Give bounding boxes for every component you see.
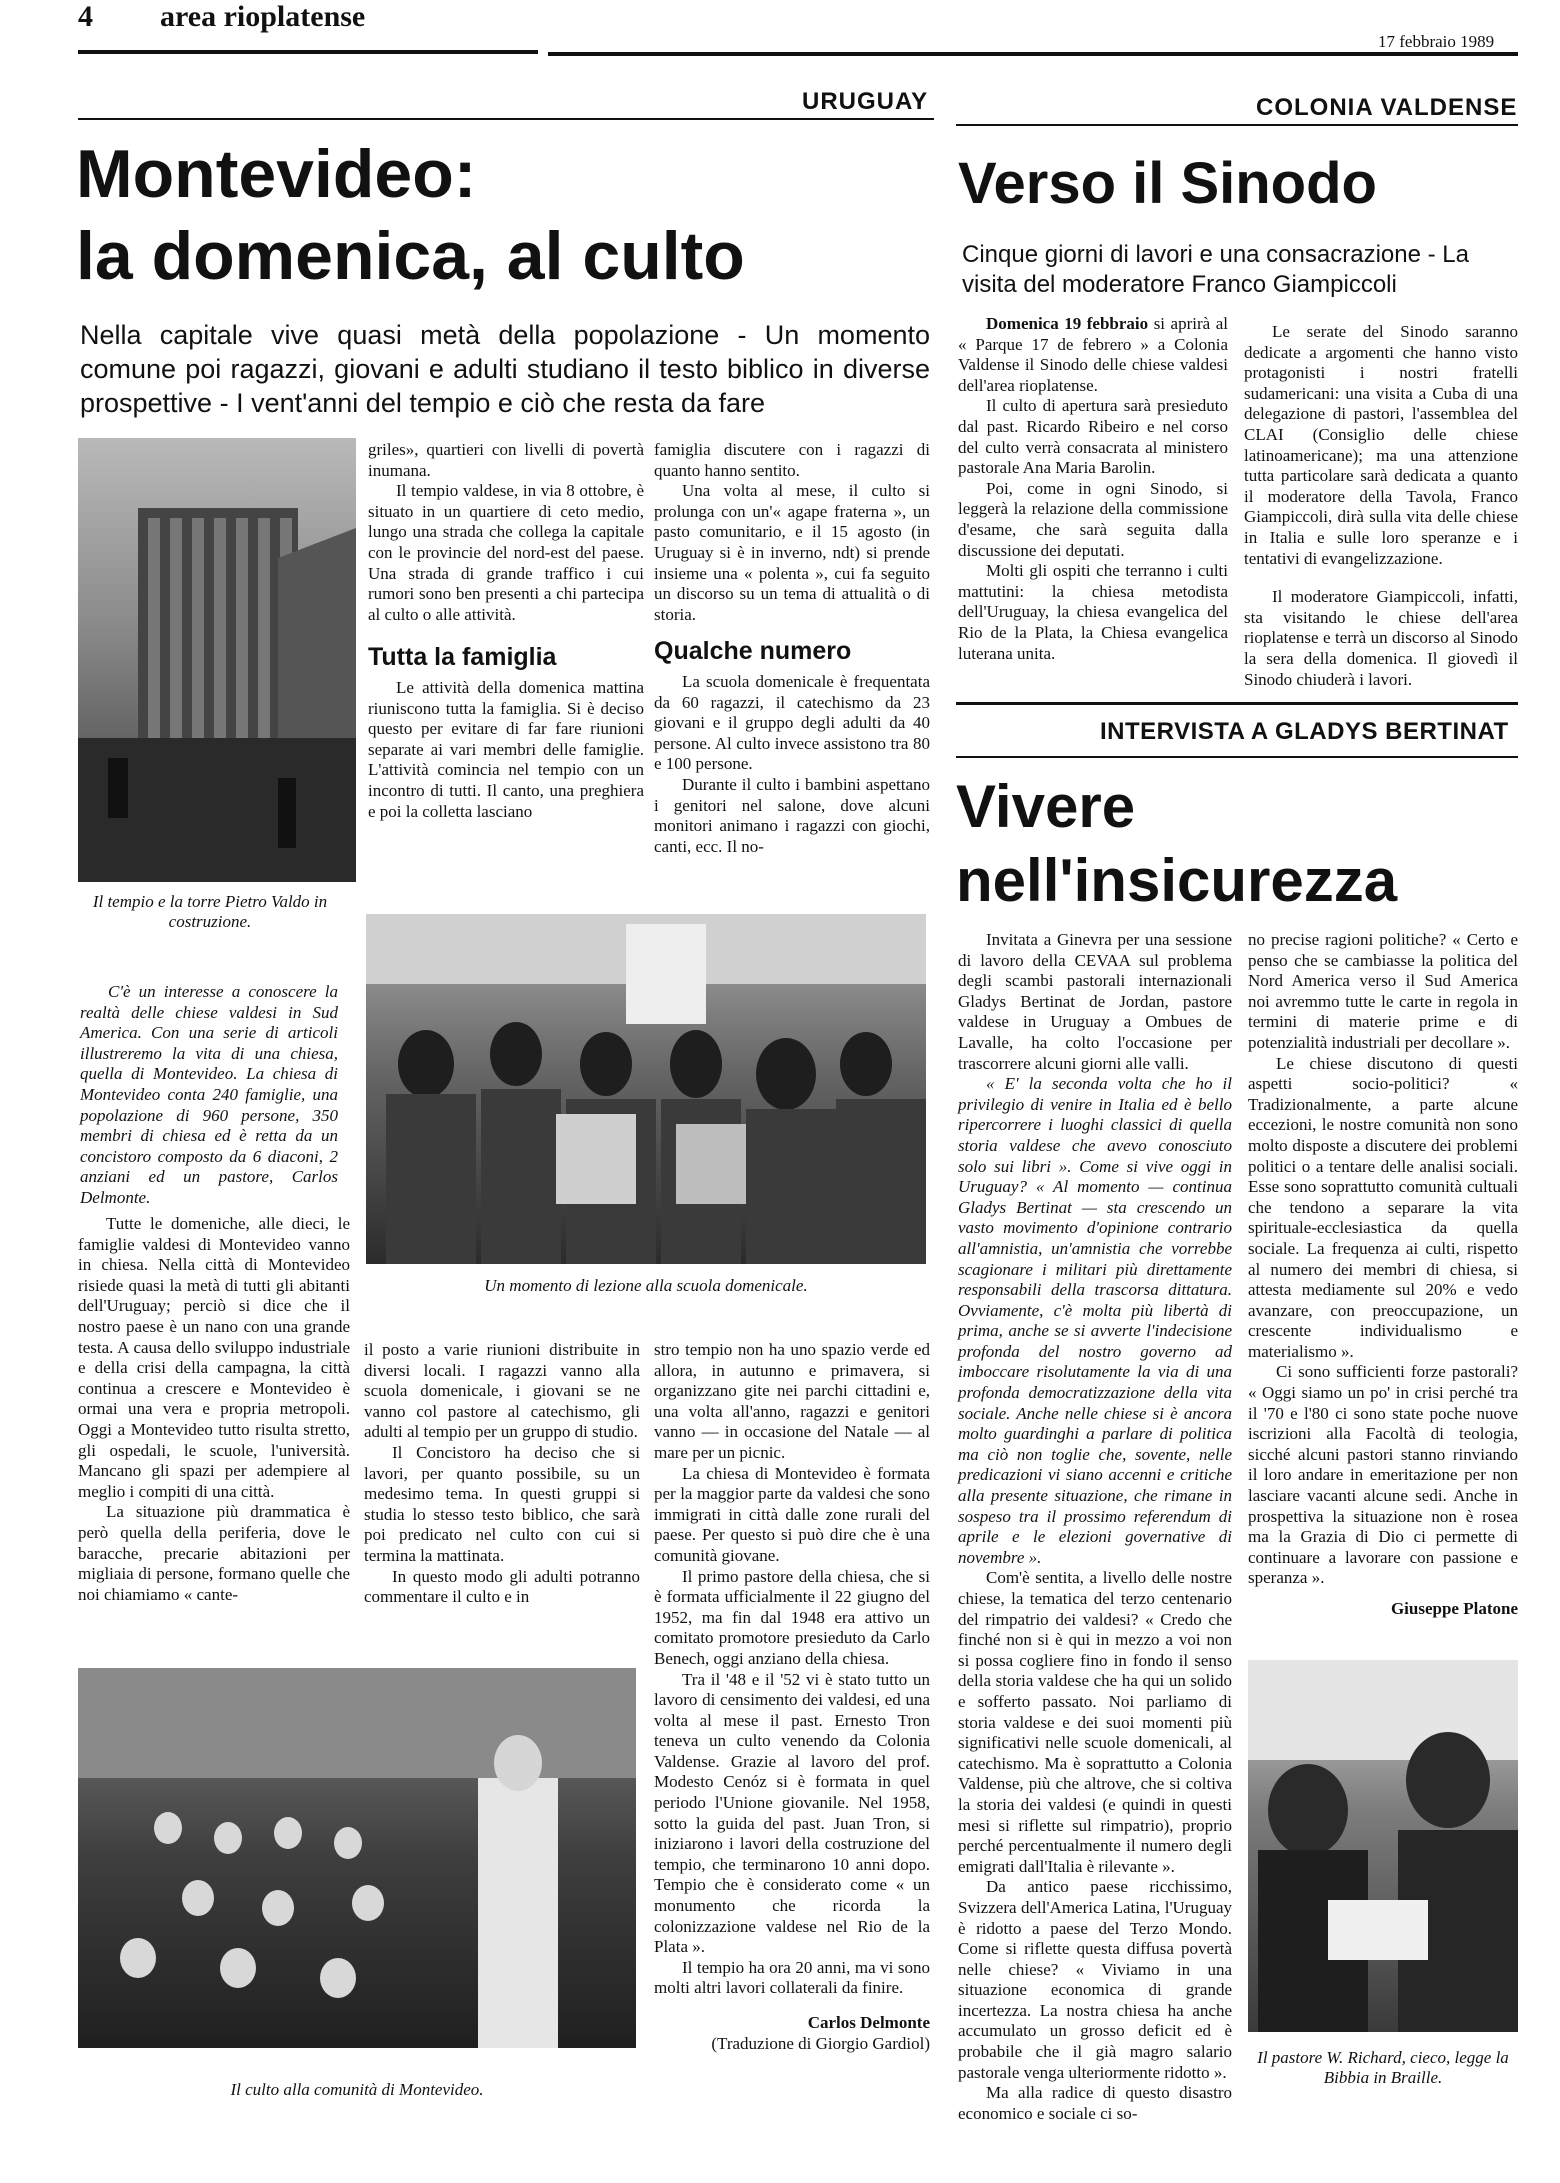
photo-culto-comunita: [78, 1668, 636, 2048]
left-col3-lower: [654, 1340, 930, 2054]
lead-text: si aprirà al « Parque 17 de febrero » a Colonia Valdense il Sinodo delle chiese valdesi dell'area rioplatense.: [958, 314, 1228, 395]
paragraph: no precise ragioni politiche? « Certo e penso che se cambiasse la politica del Nord America verso il Sud America noi avremmo tutte le carte in regola in termini di materie prime e di potenzialità industriali per decollare ».: [1248, 930, 1518, 1052]
sinodo-col2: [1244, 322, 1518, 690]
paragraph: Le attività della domenica mattina riuniscono tutta la famiglia. Si è deciso questo per evitare di far fare riunioni separate ai vari membri delle famiglie. L'attività comincia nel tempio con un incontro di tutti. Il canto, una preghiera e poi la colletta lasciano: [368, 677, 644, 821]
paragraph: Il tempio ha ora 20 anni, ma vi sono molti altri lavori collaterali da finire.: [654, 1957, 930, 1998]
paragraph: il posto a varie riunioni distribuite in diversi locali. I ragazzi vanno alla scuola domenicale, i giovani se ne vanno col pastore al catechismo, gli adulti al tempio per un gruppo di studio.: [364, 1340, 640, 1442]
kicker-intervista: INTERVISTA A GLADYS BERTINAT: [1100, 718, 1509, 745]
left-col2-lower: [364, 1340, 640, 1608]
masthead-rule-right: [548, 52, 1518, 56]
paragraph: « E' la seconda volta che ho il privilegio di venire in Italia ed è bello ripercorrere i luoghi classici di quella storia valdese che avevo conosciuto solo sui libri ». Come si vive oggi in Uruguay? « Al momento — continua Gladys Bertinat — sta crescendo un vasto movimento d'opinione contrario all'amnistia, un'amnistia che vorrebbe scagionare i militari più direttamente responsabili della trascorsa dittatura. Ovviamente, c'è molta più libertà di prima, anche se si avverte l'indecisione profonda del nostro governo ad imboccare risolutamente la via di una profonda democratizzazione della vita sociale. Anche nelle chiese si è ancora molto guardinghi a parlare di politica ma ciò non toglie che, sovente, nelle predicazioni vi siano accenni e critiche alla presente situazione, che rimane in sospeso tra il prossimo referendum di aprile e le elezioni governative di novembre ».: [958, 1074, 1232, 1567]
paragraph: Tutte le domeniche, alle dieci, le famiglie valdesi di Montevideo vanno in chiesa. Nella città di Montevideo risiede quasi la metà di tutti gli abitanti dell'Uruguay; perciò si dice che il nostro paese è un nano con una grande testa. A causa dello sviluppo industriale e della crisi della campagna, la città continua a crescere e Montevideo è ormai una vera e propria metropoli. Oggi a Montevideo tutto risulta stretto, gli ospedali, le scuole, l'università. Mancano gli spazi per adempiere al meglio i compiti di una città.: [78, 1214, 350, 1501]
photo3-caption: Il culto alla comunità di Montevideo.: [230, 2080, 484, 2099]
headline-line2: la domenica, al culto: [76, 218, 745, 294]
translation-credit: (Traduzione di Giorgio Gardiol): [711, 2033, 930, 2053]
page-number: 4: [78, 0, 93, 33]
left-col3-top: [654, 440, 930, 857]
lead-in: Domenica 19 febbraio: [986, 314, 1149, 333]
left-col1-lower: [78, 1214, 350, 1605]
paragraph: In questo modo gli adulti potranno commentare il culto e in: [364, 1566, 640, 1607]
kicker-rule-right: [956, 124, 1518, 126]
paragraph: Durante il culto i bambini aspettano i genitori nel salone, dove alcuni monitori animano i ragazzi con giochi, canti, ecc. Il no-: [654, 774, 930, 856]
photo4-caption: Il pastore W. Richard, cieco, legge la Bibbia in Braille.: [1257, 2048, 1509, 2087]
kicker-rule: [78, 118, 934, 120]
subhead-qualche-numero: Qualche numero: [654, 637, 852, 666]
author-signature: Carlos Delmonte: [807, 2013, 930, 2032]
pastor-illustration: [1248, 1660, 1518, 2032]
paragraph: Tra il '48 e il '52 vi è stato tutto un lavoro di censimento dei valdesi, ed una volta al mese il past. Ernesto Tron teneva un culto venendo da Colonia Valdense. Grazie al lavoro del prof. Modesto Cenóz si è formata in quel periodo l'Unione giovanile. Nel 1958, sotto la guida del past. Juan Tron, si iniziarono i lavori della costruzione del tempio, che terminarono 10 anni dopo. Tempio che è considerato come « un monumento che ricorda la colonizzazione valdese nel Rio de la Plata ».: [654, 1669, 930, 1957]
masthead-rule-left: [78, 50, 538, 54]
classroom-illustration: [366, 914, 926, 1264]
paragraph: Il moderatore Giampiccoli, infatti, sta visitando le chiese dell'area rioplatense e terrà un discorso al Sinodo la sera della domenica. Il giovedì il Sinodo chiuderà i lavori.: [1244, 587, 1518, 689]
section-rule: [956, 702, 1518, 705]
photo-scuola-domenicale: [366, 914, 926, 1264]
paragraph: Com'è sentita, a livello delle nostre chiese, la tematica del terzo centenario del rimpatrio dei valdesi? « Credo che finché non si è qui in mezzo a voi non si possa cogliere fino in fondo il senso della storia valdese che ha qui un solido e sofferto passato. Noi parliamo di storia valdese e dei suoi momenti più significativi nelle scuole domenicali, al catechismo. Ma è soprattutto a Colonia Valdense, più che altrove, che si coltiva la storia dei valdesi (e quindi in questi mesi si riflette sul rimpatrio), proprio perché percentualmente il numero degli emigrati dall'Italia è rilevante ».: [958, 1568, 1232, 1876]
intervista-col2: [1248, 930, 1518, 1620]
paragraph: [958, 314, 1228, 396]
kicker-uruguay: URUGUAY: [802, 88, 929, 115]
photo-tempio-torre: [78, 438, 356, 882]
subhead-tutta-la-famiglia: Tutta la famiglia: [368, 643, 557, 672]
photo2-caption: Un momento di lezione alla scuola domenicale.: [484, 1276, 808, 1295]
subtitle-sinodo: Cinque giorni di lavori e una consacrazione - La visita del moderatore Franco Giampiccoli: [962, 241, 1469, 298]
headline-verso-il-sinodo: Verso il Sinodo: [958, 151, 1377, 216]
paragraph: Le chiese discutono di questi aspetti socio-politici? « Tradizionalmente, a parte alcune eccezioni, le nostre comunità non sono molto disposte a discutere dei problemi politici o a tentare delle analisi sociali. Esse sono soprattutto comunità cultuali che tendono a separare la vita spirituale-ecclesiastica da quella sociale. La frequenza ai culti, rispetto al numero dei membri di chiesa, si attesta mediamente sul 20% e vedo avanzare, con preoccupazione, un crescente individualismo e materialismo ».: [1248, 1053, 1518, 1361]
paragraph: Da antico paese ricchissimo, Svizzera dell'America Latina, l'Uruguay è ridotto a paese del Terzo Mondo. Come si riflette questa diffusa povertà nelle chiese? « Viviamo in una situazione economica di grande incertezza. La nostra chiesa ha anche accumulato un grosso deficit ed è probabile che il già magro salario pastorale venga ulteriormente ridotto ».: [958, 1877, 1232, 2082]
paragraph: famiglia discutere con i ragazzi di quanto hanno sentito.: [654, 440, 930, 480]
author-signature-platone: Giuseppe Platone: [1390, 1599, 1518, 1618]
paragraph: stro tempio non ha uno spazio verde ed allora, in autunno e primavera, si organizzano gite nei parchi cittadini e, una volta all'anno, ragazzi e genitori vanno — in occasione del Natale — al mare per un picnic.: [654, 1340, 930, 1462]
standfirst: Nella capitale vive quasi metà della popolazione - Un momento comune poi ragazzi, giovani e adulti studiano il testo biblico in diverse prospettive - I vent'anni del tempio e ciò che resta da fare: [80, 320, 930, 418]
paragraph: Le serate del Sinodo saranno dedicate a argomenti che hanno visto protagonisti i nostri fratelli sudamericani: una visita a Cuba di una delegazione di pastori, l'assemblea del CLAI (Consiglio delle chiese latinoamericane); ma una attenzione tutta particolare sarà dedicata a quanto il moderatore della Tavola, Franco Giampiccoli, dirà sulla vita delle chiese in Italia e sulle loro speranze e i tentativi di evangelizzazione.: [1244, 322, 1518, 568]
headline-line1: Montevideo:: [76, 136, 477, 212]
paragraph: Il Concistoro ha deciso che si lavori, per quanto possibile, su un medesimo tema. In questi gruppi si studia lo stesso testo biblico, che sarà poi predicato nel culto con cui si termina la mattinata.: [364, 1442, 640, 1565]
sinodo-col1: [958, 314, 1228, 664]
paragraph: Ma alla radice di questo disastro economico e sociale ci so-: [958, 2083, 1232, 2123]
kicker-colonia-valdense: COLONIA VALDENSE: [1256, 94, 1518, 121]
issue-date: 17 febbraio 1989: [1378, 32, 1495, 51]
paragraph: Poi, come in ogni Sinodo, si leggerà la relazione della commissione d'esame, che sarà seguita dalla discussione dei deputati.: [958, 478, 1228, 560]
paragraph: La situazione più drammatica è però quella della periferia, dove le baracche, precarie abitazioni per migliaia di persone, formano quelle che noi chiamiamo « cante-: [78, 1502, 350, 1604]
photo1-caption: Il tempio e la torre Pietro Valdo in costruzione.: [92, 892, 328, 931]
intervista-col1: [958, 930, 1232, 2124]
building-illustration: [78, 438, 356, 882]
paragraph: Invitata a Ginevra per una sessione di lavoro della CEVAA sul problema degli scambi pastorali internazionali Gladys Bertinat de Jordan, pastore valdese in Uruguay a Ombues de Lavalle, ha colto l'occasione per trascorrere alcuni giorni alle valli.: [958, 930, 1232, 1073]
paragraph: La scuola domenicale è frequentata da 60 ragazzi, il catechismo da 23 giovani e il gruppo degli adulti da 40 persone. Al culto invece assistono tra 80 e 100 persone.: [654, 671, 930, 774]
kicker-rule-intervista: [956, 756, 1518, 758]
paragraph: Il primo pastore della chiesa, che si è formata ufficialmente il 22 giugno del 1952, ma fin dal 1948 era attivo un comitato promotore presieduto da Carlo Benech, oggi anziano della chiesa.: [654, 1566, 930, 1668]
left-col2-top: [368, 440, 644, 822]
paragraph: Una volta al mese, il culto si prolunga con un'« agape fraterna », un pasto comunitario, e il 15 agosto (in Uruguay si è in inverno, ndt) si prende insieme una « polenta », cui fa seguito un discorso su un tema di attualità o di storia.: [654, 481, 930, 624]
paragraph: Il tempio valdese, in via 8 ottobre, è situato in un quartiere di ceto medio, lungo una strada che collega la capitale con le provincie del nord-est del paese. Una strada di grande traffico i cui rumori sono ben presenti a chi partecipa al culto o alle attività.: [368, 481, 644, 624]
congregation-illustration: [78, 1668, 636, 2048]
paragraph: La chiesa di Montevideo è formata per la maggior parte da valdesi che sono immigrati in città dalle zone rurali del paese. Per questo si può dire che è una comunità giovane.: [654, 1463, 930, 1565]
section-title: area rioplatense: [160, 0, 366, 33]
paragraph: Ci sono sufficienti forze pastorali? « Oggi siamo un po' in crisi perché tra il '70 e l'80 ci sono state poche nuove iscrizioni alla Facoltà di teologia, sicché alcuni pastori stanno rinviando il loro andare in emeritazione per non lasciare vacanti alcune sedi. Anche in prospettiva la situazione non è rosea ma la Grazia di Dio ci permette di continuare a lavorare con passione e speranza ».: [1248, 1362, 1518, 1588]
headline-vivere: Vivere: [956, 773, 1136, 840]
intro-box: C'è un interesse a conoscere la realtà delle chiese valdesi in Sud America. Con una serie di articoli illustreremo la vita di una chiesa, quella di Montevideo. La chiesa di Montevideo conta 240 famiglie, una popolazione di 960 persone, 350 membri di chiesa ed è retta da un concistoro composto da 6 diaconi, 2 anziani ed un pastore, Carlos Delmonte.: [80, 982, 338, 1207]
headline-insicurezza: nell'insicurezza: [956, 847, 1398, 914]
paragraph: Molti gli ospiti che terranno i culti mattutini: la chiesa metodista dell'Uruguay, la chiesa evangelica del Rio de la Plata, la Chiesa evangelica luterana unita.: [958, 561, 1228, 663]
paragraph: Il culto di apertura sarà presieduto dal past. Ricardo Ribeiro e nel corso del culto verrà consacrata al ministero pastorale Ana Maria Barolin.: [958, 396, 1228, 478]
photo-pastore-braille: [1248, 1660, 1518, 2032]
paragraph: griles», quartieri con livelli di povertà inumana.: [368, 440, 644, 480]
